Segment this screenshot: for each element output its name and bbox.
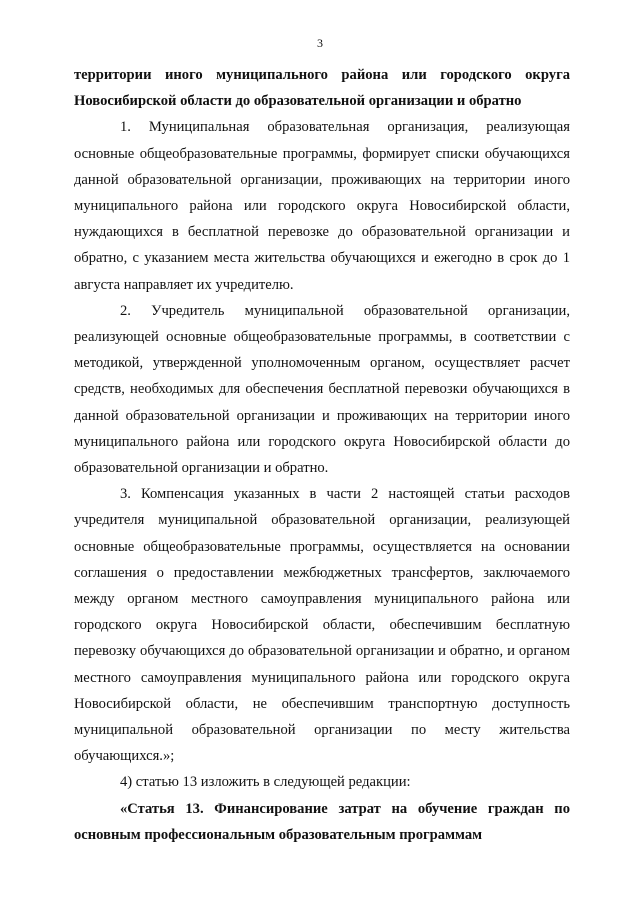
document-body <box>74 62 570 848</box>
page-number: 3 <box>317 36 323 50</box>
paragraph-part-2: 2. Учредитель муниципальной образовательной организации, реализующей основные общеобразовательные программы, в соответствии с методикой, утвержденной уполномоченным органом, осуществляет расчет средств, необходимых для обеспечения бесплатной перевозки обучающихся в данной образовательной организации и проживающих на территории иного муниципального района или городского округа Новосибирской области до образовательной организации и обратно. <box>74 302 570 477</box>
paragraph-part-3: 3. Компенсация указанных в части 2 настоящей статьи расходов учредителя муниципальной образовательной организации, реализующей основные общеобразовательные программы, осуществляется на основании соглашения о предоставлении межбюджетных трансфертов, заключаемого между органом местного самоуправления муниципального района или городского округа Новосибирской области, обеспечившим бесплатную перевозку обучающихся до образовательной организации и обратно, и органом местного самоуправления муниципального района или городского округа Новосибирской области, не обеспечившим транспортную доступность муниципальной образовательной организации по месту жительства обучающихся.»; <box>74 486 570 765</box>
article-13-heading: «Статья 13. Финансирование затрат на обучение граждан по основным профессиональным образовательным программам <box>74 800 570 843</box>
article-title-continuation: территории иного муниципального района или городского округа Новосибирской области до образовательной организации и обратно <box>74 67 570 110</box>
amendment-item-4: 4) статью 13 изложить в следующей редакции: <box>120 774 411 791</box>
paragraph-part-1: 1. Муниципальная образовательная организация, реализующая основные общеобразовательные программы, формирует списки обучающихся данной образовательной организации, проживающих на территории иного муниципального района или городского округа Новосибирской области, нуждающихся в бесплатной перевозке до образовательной организации и обратно, с указанием места жительства обучающихся и ежегодно в срок до 1 августа направляет их учредителю. <box>74 119 570 293</box>
